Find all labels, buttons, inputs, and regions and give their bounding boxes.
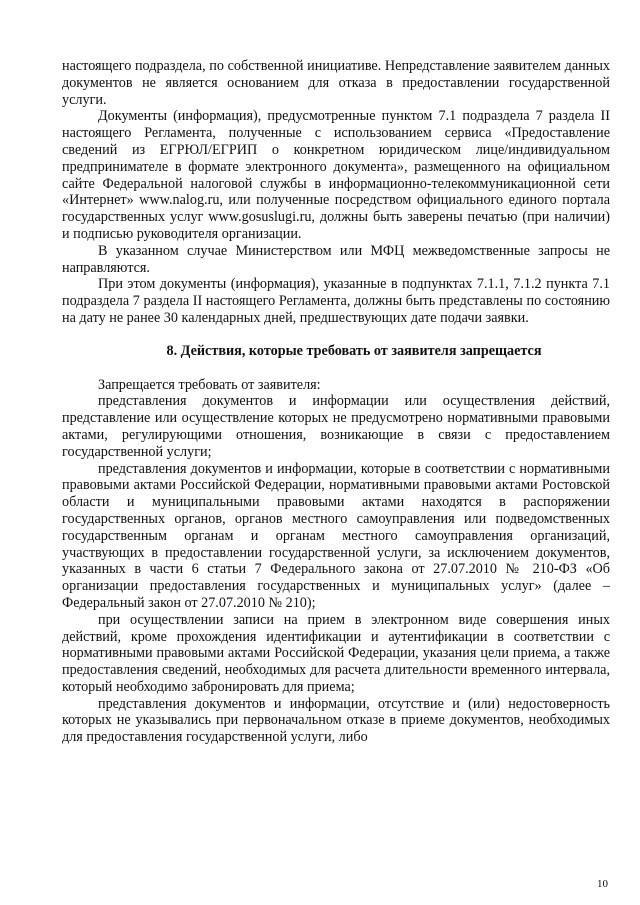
paragraph-prohibition-1: представления документов и информации или осуществления действий, представление или осуществление которых не предусмотрено нормативными правовыми актами, регулирующими отношения, возникающие в связи с предоставлением государственной услуги; bbox=[62, 393, 610, 460]
section-heading: 8. Действия, которые требовать от заявителя запрещается bbox=[166, 342, 542, 359]
paragraph-date-requirement: При этом документы (информация), указанные в подпунктах 7.1.1, 7.1.2 пункта 7.1 подраздела 7 раздела II настоящего Регламента, должны быть представлены по состоянию на дату не ранее 30 календарных дней, предшествующих дате подачи заявки. bbox=[62, 276, 610, 326]
paragraph-intro: Запрещается требовать от заявителя: bbox=[98, 376, 321, 393]
paragraph-prohibition-2: представления документов и информации, которые в соответствии с нормативными правовыми актами Российской Федерации, нормативными правовыми актами Ростовской области и муниципальными правовыми актами находятся в распоряжении государственных органов, органов местного самоуправления или подведомственных государственным органам и органам местного самоуправления организаций, участвующих в предоставлении государственной услуги, за исключением документов, указанных в части 6 статьи 7 Федерального закона от 27.07.2010 № 210-ФЗ «Об организации предоставления государственных и муниципальных услуг» (далее – Федеральный закон от 27.07.2010 № 210); bbox=[62, 460, 610, 611]
paragraph-prohibition-4: представления документов и информации, отсутствие и (или) недостоверность которых не указывались при первоначальном отказе в приеме документов, необходимых для предоставления государственной услуги, либо bbox=[62, 695, 610, 746]
document-page bbox=[62, 58, 610, 746]
paragraph-prohibition-3: при осуществлении записи на прием в электронном виде совершения иных действий, кроме прохождения идентификации и аутентификации в соответствии с нормативными правовыми актами Российской Федерации, указания цели приема, а также предоставления сведений, необходимых для расчета длительности временного интервала, который необходимо забронировать для приема; bbox=[62, 611, 610, 695]
paragraph-documents-info: Документы (информация), предусмотренные пунктом 7.1 подраздела 7 раздела II настоящего Регламента, полученные с использованием сервиса «Предоставление сведений из ЕГРЮЛ/ЕГРИП о конкретном юридическом лице/индивидуальном предпринимателе в формате электронного документа», размещенного на официальном сайте Федеральной налоговой службы в информационно-телекоммуникационной сети «Интернет» www.nalog.ru, или полученные посредством официального единого портала государственных услуг www.gosuslugi.ru, должны быть заверены печатью (при наличии) и подписью руководителя организации. bbox=[62, 108, 610, 242]
page-number: 10 bbox=[597, 878, 608, 890]
paragraph-no-requests: В указанном случае Министерством или МФЦ межведомственные запросы не направляются. bbox=[62, 242, 610, 276]
paragraph-continuation: настоящего подраздела, по собственной инициативе. Непредставление заявителем данных документов не является основанием для отказа в предоставлении государственной услуги. bbox=[62, 58, 610, 108]
